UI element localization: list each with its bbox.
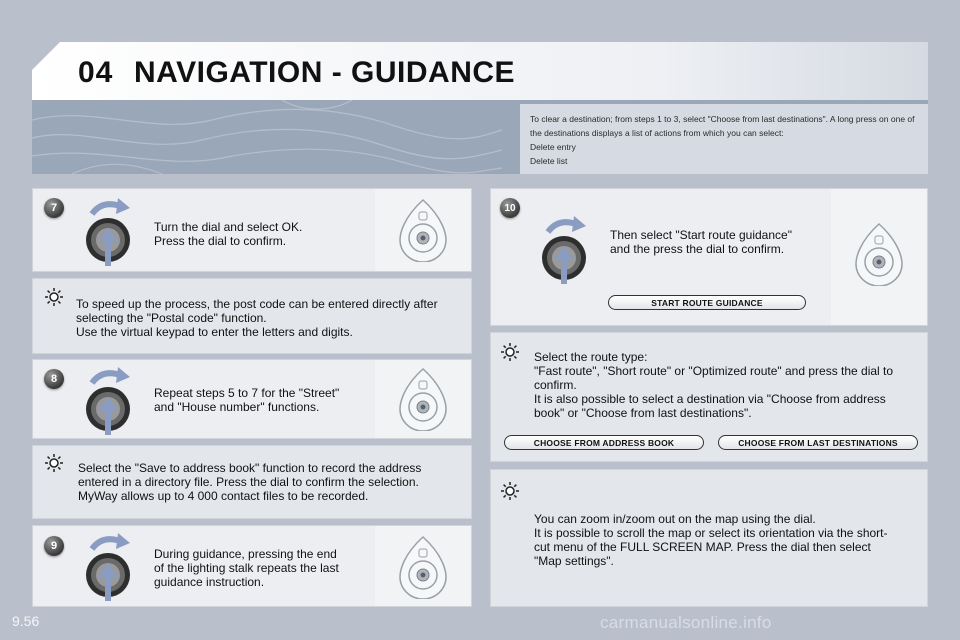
tip-line: It is also possible to select a destination via "Choose from address <box>534 392 886 406</box>
step-line: guidance instruction. <box>154 575 265 589</box>
step-line: and the press the dial to confirm. <box>610 242 785 256</box>
info-line: Delete list <box>530 156 568 166</box>
page-title: NAVIGATION - GUIDANCE <box>134 56 516 89</box>
info-line: To clear a destination; from steps 1 to 3, select "Choose from last destinations". A long press on one of the destinations displays a list of actions from which you can select: <box>530 114 915 138</box>
step-line: During guidance, pressing the end <box>154 547 337 561</box>
sun-tip-icon <box>44 453 64 473</box>
tip-route-type-text <box>534 350 920 420</box>
tip-line: Select the "Save to address book" function to record the address <box>78 461 422 475</box>
page-number: 9.56 <box>12 613 40 629</box>
choose-from-address-book-button[interactable]: CHOOSE FROM ADDRESS BOOK <box>504 435 704 450</box>
tip-line: It is possible to scroll the map or select its orientation via the short- <box>534 526 888 540</box>
tip-line: You can zoom in/zoom out on the map using the dial. <box>534 512 816 526</box>
steering-dial-icon <box>398 198 448 262</box>
step-10-badge: 10 <box>500 198 520 218</box>
tip-line: book" or "Choose from last destinations". <box>534 406 752 420</box>
rotary-knob-icon <box>80 531 136 603</box>
step-9-text <box>154 547 339 589</box>
topographic-pattern <box>32 100 502 174</box>
step-7-text <box>154 220 302 248</box>
step-7-badge: 7 <box>44 198 64 218</box>
tip-line: "Fast route", "Short route" or "Optimized route" and press the dial to <box>534 364 894 378</box>
steering-dial-icon <box>398 535 448 599</box>
sun-tip-icon <box>500 342 520 362</box>
step-9-badge: 9 <box>44 536 64 556</box>
tip-line: To speed up the process, the post code can be entered directly after <box>76 297 438 311</box>
tip-address-book-text <box>78 461 421 503</box>
tip-line: selecting the "Postal code" function. <box>76 311 267 325</box>
step-line: Press the dial to confirm. <box>154 234 287 248</box>
choose-from-last-destinations-button[interactable]: CHOOSE FROM LAST DESTINATIONS <box>718 435 918 450</box>
tip-postcode-text <box>76 297 438 339</box>
step-line: Then select "Start route guidance" <box>610 228 792 242</box>
steering-dial-icon <box>398 367 448 431</box>
start-route-guidance-button[interactable]: START ROUTE GUIDANCE <box>608 295 806 310</box>
watermark: carmanualsonline.info <box>600 613 772 632</box>
tip-line: "Map settings". <box>534 554 614 568</box>
tip-line: MyWay allows up to 4 000 contact files to be recorded. <box>78 489 369 503</box>
steering-dial-icon <box>854 222 904 286</box>
step-8-badge: 8 <box>44 369 64 389</box>
tip-line: confirm. <box>534 378 577 392</box>
tip-line: entered in a directory file. Press the dial to confirm the selection. <box>78 475 419 489</box>
chapter-number: 04 <box>78 56 114 89</box>
step-line: and "House number" functions. <box>154 400 320 414</box>
tip-line: Use the virtual keypad to enter the letters and digits. <box>76 325 353 339</box>
tip-line: cut menu of the FULL SCREEN MAP. Press the dial then select <box>534 540 871 554</box>
tip-line: Select the route type: <box>534 350 648 364</box>
step-line: Repeat steps 5 to 7 for the "Street" <box>154 386 340 400</box>
tip-zoom-text <box>534 512 920 568</box>
step-10-text <box>610 228 792 256</box>
sun-tip-icon <box>500 481 520 501</box>
info-box <box>520 104 928 174</box>
step-line: Turn the dial and select OK. <box>154 220 303 234</box>
rotary-knob-icon <box>80 365 136 437</box>
step-line: of the lighting stalk repeats the last <box>154 561 339 575</box>
info-line: Delete entry <box>530 142 576 152</box>
rotary-knob-icon <box>80 196 136 268</box>
sun-tip-icon <box>44 287 64 307</box>
step-8-text <box>154 386 339 414</box>
rotary-knob-icon <box>536 214 592 286</box>
